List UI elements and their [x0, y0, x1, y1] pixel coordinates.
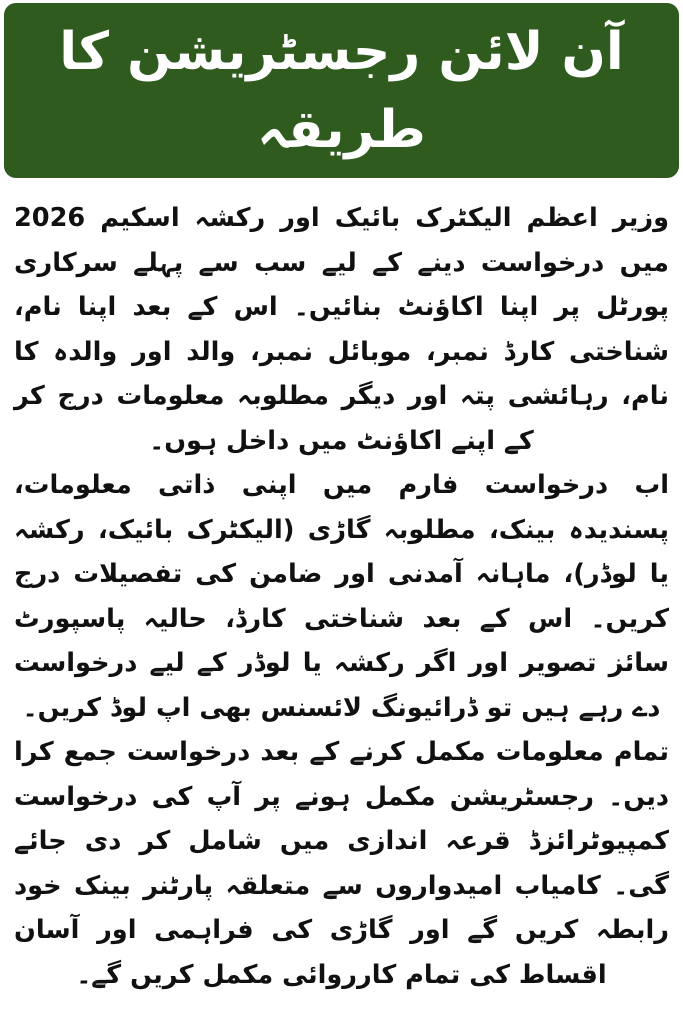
title-line-2: طریقہ	[257, 100, 426, 160]
paragraph-submission: تمام معلومات مکمل کرنے کے بعد درخواست جمع کرا دیں۔ رجسٹریشن مکمل ہونے پر آپ کی درخواست کمپیوٹرائزڈ قرعہ اندازی میں شامل کر دی جائے گی۔ کامیاب امیدواروں سے متعلقہ پارٹنر بینک خود رابطہ کریں گے اور گاڑی کی فراہمی اور آسان اقساط کی تمام کارروائی مکمل کریں گے۔	[14, 737, 669, 990]
article-body	[14, 196, 669, 997]
title-banner	[4, 3, 679, 178]
paragraph-application-form: اب درخواست فارم میں اپنی ذاتی معلومات، پسندیدہ بینک، مطلوبہ گاڑی (الیکٹرک بائیک، رکشہ یا لوڈر)، ماہانہ آمدنی اور ضامن کی تفصیلات درج کریں۔ اس کے بعد شناختی کارڈ، حالیہ پاسپورٹ سائز تصویر اور اگر رکشہ یا لوڈر کے لیے درخواست دے رہے ہیں تو ڈرائیونگ لائسنس بھی اپ لوڈ کریں۔	[14, 470, 669, 723]
title-line-1: آن لائن رجسٹریشن کا	[59, 22, 624, 82]
paragraph-account-creation: وزیر اعظم الیکٹرک بائیک اور رکشہ اسکیم 2026 میں درخواست دینے کے لیے سب سے پہلے سرکاری پورٹل پر اپنا اکاؤنٹ بنائیں۔ اس کے بعد اپنا نام، شناختی کارڈ نمبر، موبائل نمبر، والد اور والدہ کا نام، رہائشی پتہ اور دیگر مطلوبہ معلومات درج کر کے اپنے اکاؤنٹ میں داخل ہوں۔	[14, 203, 669, 456]
